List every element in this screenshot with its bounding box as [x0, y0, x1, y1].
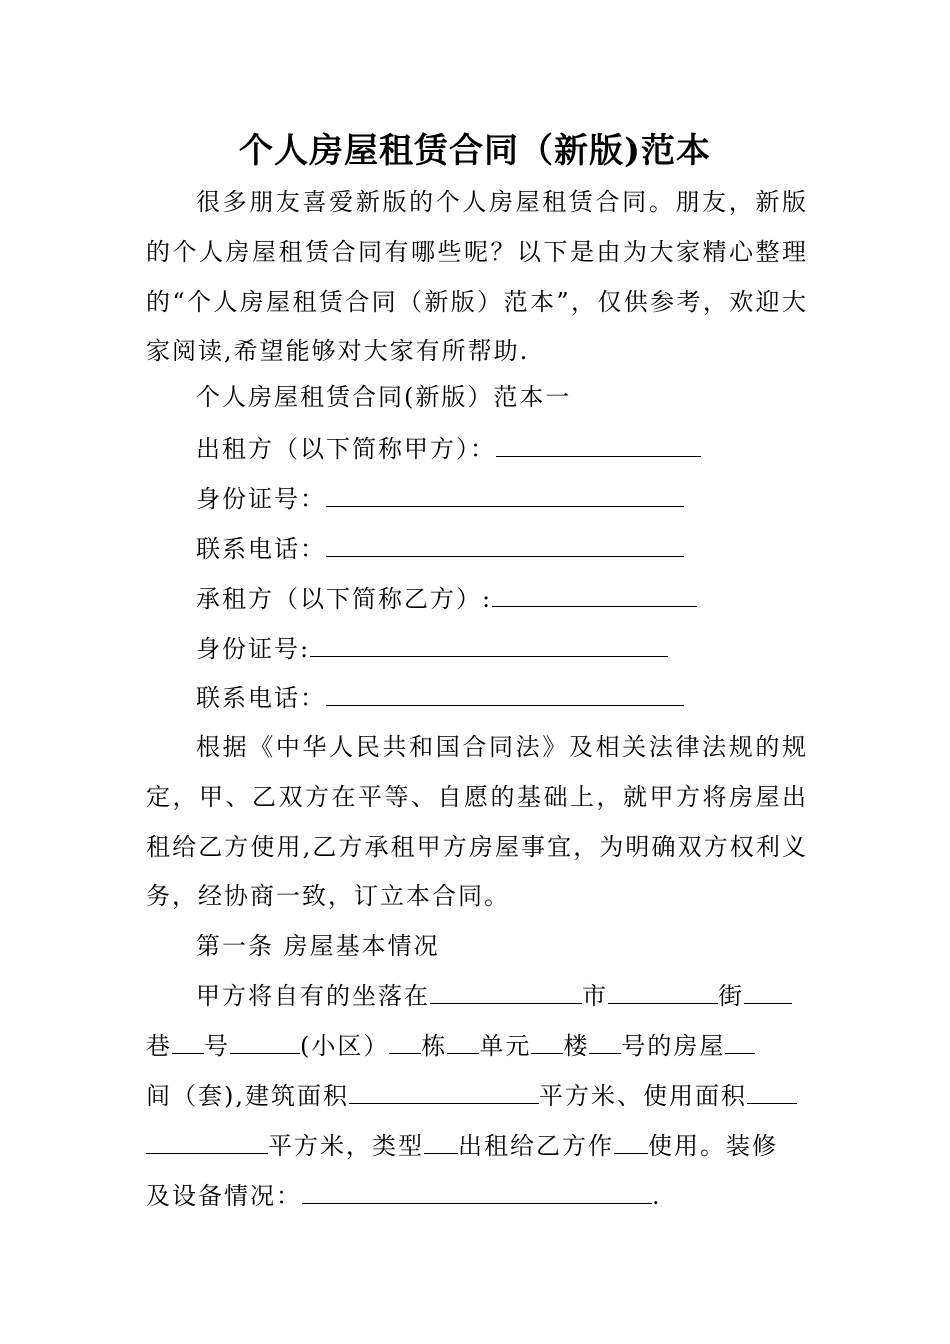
article1-text: 出租给乙方作 — [458, 1132, 614, 1160]
lessor-phone-line — [196, 533, 684, 565]
article1-text: . — [652, 1182, 662, 1210]
article1-text: 栋 — [421, 1032, 448, 1060]
lessee-phone-label: 联系电话： — [196, 684, 326, 712]
lessee-line — [196, 583, 697, 615]
city-field[interactable] — [608, 981, 718, 1004]
lessee-name-field[interactable] — [492, 584, 697, 607]
building-area-field[interactable] — [349, 1081, 539, 1104]
article1-text: 平方米、使用面积 — [539, 1082, 747, 1110]
lessor-id-field[interactable] — [326, 484, 684, 507]
article1-text: 平方米，类型 — [268, 1132, 424, 1160]
article1-text: 巷 — [146, 1032, 172, 1060]
lessee-label: 承租方（以下简称乙方）: — [196, 585, 493, 613]
article1-text: 楼 — [563, 1032, 590, 1060]
article1-heading: 第一条 房屋基本情况 — [196, 932, 440, 960]
room-number-field[interactable] — [589, 1031, 621, 1054]
lessee-id-field[interactable] — [310, 634, 668, 657]
article1-text: 号的房屋 — [621, 1032, 726, 1060]
article1-line-4 — [146, 1130, 778, 1162]
purpose-field[interactable] — [614, 1131, 648, 1154]
article1-text: (小区） — [300, 1032, 390, 1060]
document-title: 个人房屋租赁合同（新版)范本 — [238, 131, 712, 171]
usable-area-field[interactable] — [747, 1081, 797, 1104]
article1-text: 号 — [204, 1032, 230, 1060]
intro-paragraph: 很多朋友喜爱新版的个人房屋租赁合同。朋友，新版的个人房屋租赁合同有哪些呢？以下是由为大家精心整理的“个人房屋租赁合同（新版）范本”，仅供参考，欢迎大家阅读,希望能够对大家有所帮助. — [146, 188, 808, 366]
unit-field[interactable] — [447, 1031, 479, 1054]
street-field[interactable] — [744, 981, 792, 1004]
lane-field[interactable] — [172, 1031, 204, 1054]
room-count-field[interactable] — [725, 1031, 755, 1054]
lessor-phone-label: 联系电话： — [196, 535, 326, 563]
lessor-id-label: 身份证号： — [196, 485, 326, 513]
article1-text: 甲方将自有的坐落在 — [196, 982, 430, 1010]
lessee-id-line — [196, 633, 668, 665]
usable-area-field-cont[interactable] — [146, 1131, 268, 1154]
lessor-label: 出租方（以下简称甲方）： — [196, 435, 496, 463]
lessor-phone-field[interactable] — [326, 534, 684, 557]
article1-text: 单元 — [479, 1032, 532, 1060]
lessee-phone-line — [196, 682, 684, 714]
preamble-paragraph: 根据《中华人民共和国合同法》及相关法律法规的规定，甲、乙双方在平等、自愿的基础上，就甲方将房屋出租给乙方使用,乙方承租甲方房屋事宜，为明确双方权利义务，经协商一致，订立本合同。 — [146, 733, 808, 911]
number-field[interactable] — [230, 1031, 300, 1054]
lessee-id-label: 身份证号: — [196, 635, 311, 663]
address-field[interactable] — [430, 981, 582, 1004]
article1-line-3 — [146, 1080, 797, 1112]
article1-text: 间（套),建筑面积 — [146, 1082, 349, 1110]
building-field[interactable] — [389, 1031, 421, 1054]
article1-text: 及设备情况： — [146, 1182, 302, 1210]
article1-line-2 — [146, 1030, 755, 1062]
article1-text: 市 — [582, 982, 608, 1010]
equipment-field[interactable] — [302, 1181, 652, 1204]
section-heading: 个人房屋租赁合同(新版）范本一 — [196, 383, 572, 411]
article1-line-1 — [196, 980, 792, 1012]
floor-field[interactable] — [531, 1031, 563, 1054]
article1-text: 街 — [718, 982, 744, 1010]
article1-line-5 — [146, 1180, 662, 1212]
lessor-name-field[interactable] — [496, 434, 701, 457]
article1-text: 使用。装修 — [648, 1132, 778, 1160]
lessor-line — [196, 433, 701, 465]
lessor-id-line — [196, 483, 684, 515]
lessee-phone-field[interactable] — [326, 683, 684, 706]
type-field[interactable] — [424, 1131, 458, 1154]
